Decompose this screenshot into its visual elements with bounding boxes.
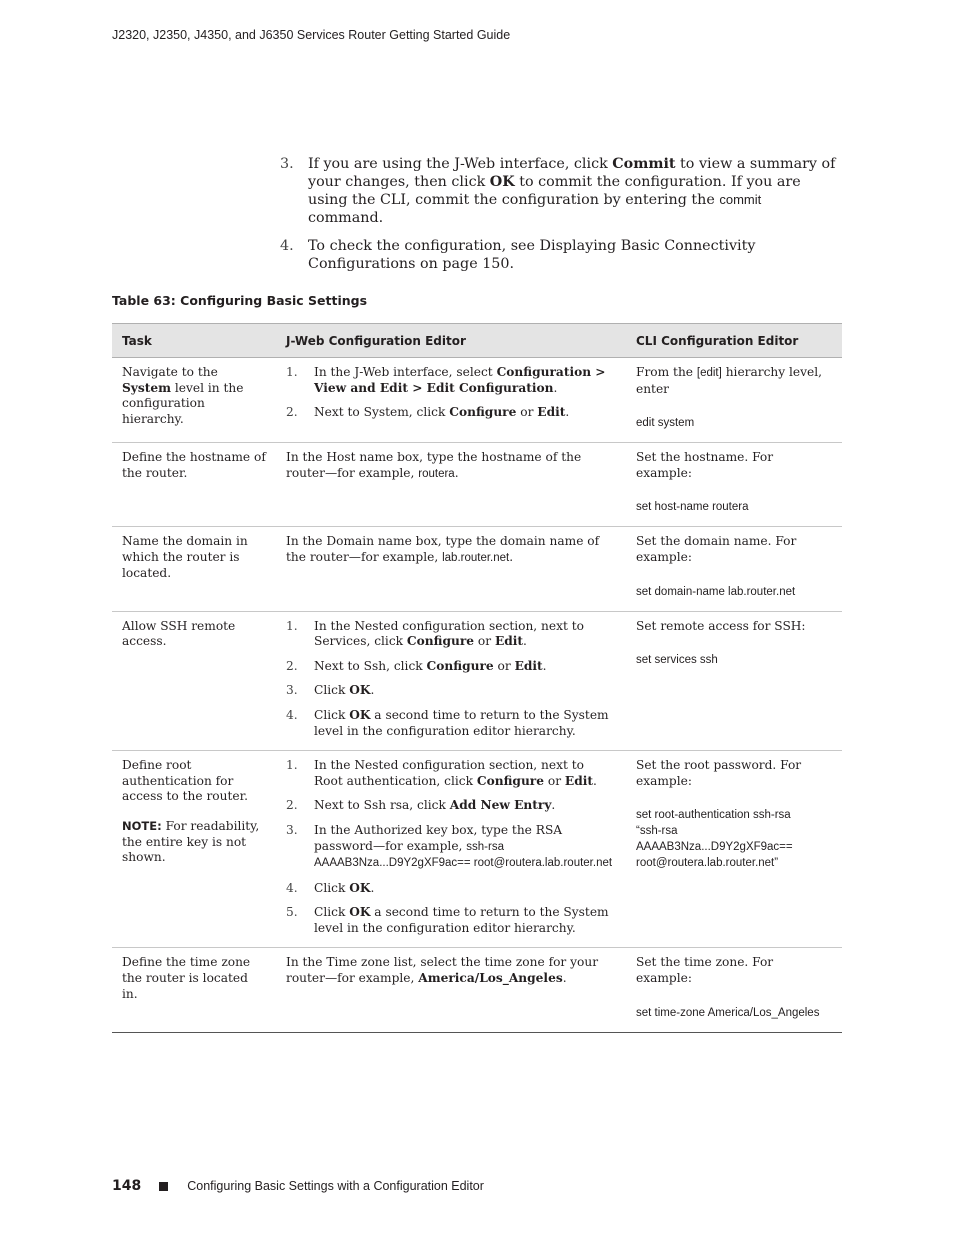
ui-term: Configuration > View and Edit > Edit Configuration (314, 365, 606, 395)
ui-term: Commit (612, 156, 676, 172)
list-number: 5. (286, 905, 298, 920)
text-run: Click (314, 683, 350, 698)
cli-command-line: set host-name routera (636, 501, 749, 514)
text-run: . (562, 971, 567, 986)
code-text: [edit] (696, 367, 722, 379)
text-run: In the Time zone list, select the time zone for your router—for example, (286, 955, 599, 986)
ui-term: OK (349, 707, 371, 722)
jweb-text (286, 450, 616, 482)
cell-cli (626, 358, 842, 443)
text-run: In the Domain name box, type the domain name of the router—for example, (286, 534, 600, 564)
cli-instruction (636, 365, 832, 397)
cli-command-line: set services ssh (636, 654, 718, 667)
cli-command (636, 415, 832, 431)
step-number: 4. (280, 238, 294, 254)
text-run: From the (636, 365, 697, 379)
list-item (286, 823, 616, 872)
text-run: In the Nested configuration section, next to Root authentication, click (314, 758, 584, 788)
task-text (122, 619, 266, 650)
ui-term: System (122, 380, 172, 395)
cli-command-line: set root-authentication ssh-rsa (636, 809, 791, 822)
text-run: If you are using the J-Web interface, click (308, 156, 613, 172)
text-run: or (516, 405, 538, 420)
cli-command-line: edit system (636, 417, 695, 430)
text-run: Allow SSH remote access. (122, 618, 236, 649)
text-run: In the Authorized key box, type the RSA password—for example, (314, 822, 563, 853)
list-text (314, 405, 616, 421)
list-item (286, 365, 616, 396)
text-run: Set the time zone. For example: (636, 955, 774, 986)
jweb-steps (286, 619, 616, 740)
list-number: 1. (286, 618, 298, 633)
cell-task (112, 948, 276, 1032)
code-text: commit (719, 192, 762, 207)
text-run: . (542, 658, 547, 673)
table-row (112, 358, 842, 443)
text-run: Click (314, 880, 350, 895)
step-3 (280, 155, 840, 227)
table-title: Table 63: Configuring Basic Settings (112, 293, 368, 308)
ui-term: OK (349, 905, 371, 920)
list-item (286, 683, 616, 699)
text-run: Next to Ssh rsa, click (314, 798, 450, 813)
ui-term: America/Los_Angeles (418, 971, 563, 986)
list-number: 1. (286, 758, 298, 773)
header-jweb: J-Web Configuration Editor (276, 324, 626, 358)
list-number: 1. (286, 365, 298, 379)
text-run: or (543, 773, 565, 788)
ui-term: OK (349, 683, 371, 698)
cli-command (636, 652, 832, 668)
table-row (112, 751, 842, 948)
ui-term: Configure (476, 773, 544, 788)
code-text: ssh-rsa AAAAB3Nza...D9Y2gXF9ac== root@routera.lab.router.net (314, 840, 613, 870)
cell-cli (626, 443, 842, 527)
text-run: . (592, 773, 597, 788)
footer-section-title: Configuring Basic Settings with a Configuration Editor (187, 1179, 484, 1193)
ui-term: Edit (514, 658, 543, 673)
note-label: NOTE: (122, 818, 162, 833)
text-run: to view a summary of your changes, then click (308, 156, 836, 190)
list-text (314, 708, 616, 739)
cli-command (636, 807, 832, 871)
step-text (308, 155, 840, 227)
cell-task (112, 527, 276, 611)
list-text (314, 659, 616, 675)
text-run: Name the domain in which the router is located. (122, 534, 248, 580)
text-run: To check the configuration, see Displaying Basic Connectivity Configurations on page 150. (308, 238, 756, 272)
list-number: 2. (286, 798, 298, 813)
text-run: . (553, 380, 558, 395)
text-run: Set the root password. For example: (636, 758, 802, 788)
text-run: or (474, 634, 495, 649)
page-number: 148 (112, 1178, 142, 1194)
ui-term: Configure (449, 405, 517, 420)
cli-command (636, 499, 832, 515)
list-number: 3. (286, 822, 298, 837)
step-text (308, 237, 840, 273)
note-text: For readability, the entire key is not shown. (122, 818, 260, 865)
list-text (314, 683, 616, 699)
text-run: Define the hostname of the router. (122, 450, 266, 480)
list-item (286, 798, 616, 814)
cli-command-line: “ssh-rsa (636, 825, 678, 838)
text-run: . (509, 549, 514, 564)
text-run: In the J-Web interface, select (314, 365, 497, 379)
code-text: lab.router.net (442, 551, 510, 564)
text-run: or (493, 658, 515, 673)
table-row (112, 948, 842, 1032)
table-header-row (112, 324, 842, 358)
basic-settings-table (112, 323, 842, 1033)
task-text (122, 534, 266, 581)
text-run: . (370, 880, 375, 895)
list-text (314, 798, 616, 814)
list-text (314, 823, 616, 872)
cell-cli (626, 948, 842, 1032)
note (122, 819, 266, 866)
header-task: Task (112, 324, 276, 358)
list-text (314, 758, 616, 789)
list-text (314, 619, 616, 650)
list-number: 4. (286, 707, 298, 722)
text-run: Next to System, click (314, 405, 450, 420)
cell-jweb (276, 611, 626, 751)
task-text (122, 450, 266, 481)
step-4 (280, 237, 840, 273)
jweb-steps (286, 365, 616, 421)
list-item (286, 659, 616, 675)
cli-instruction (636, 758, 832, 789)
ui-term: Add New Entry (449, 798, 552, 813)
cell-cli (626, 611, 842, 751)
task-text (122, 758, 266, 805)
cli-command (636, 584, 832, 600)
cli-command-line: set domain-name lab.router.net (636, 585, 796, 598)
text-run: Define root authentication for access to the router. (122, 758, 248, 804)
procedure-steps (280, 155, 840, 283)
text-run: Navigate to the (122, 365, 218, 379)
text-run: . (565, 405, 570, 420)
task-text (122, 365, 266, 427)
text-run: In the Nested configuration section, next to Services, click (314, 618, 584, 649)
ui-term: Edit (494, 634, 524, 649)
text-run: Define the time zone the router is located in. (122, 955, 251, 1001)
list-item (286, 405, 616, 421)
cell-task (112, 611, 276, 751)
text-run: level in the configuration hierarchy. (122, 380, 244, 426)
cell-jweb (276, 358, 626, 443)
text-run: a second time to return to the System level in the configuration editor hierarchy. (314, 905, 609, 935)
table-row (112, 527, 842, 611)
ui-term: Edit (564, 773, 593, 788)
list-item (286, 708, 616, 739)
list-item (286, 905, 616, 936)
running-head: J2320, J2350, J4350, and J6350 Services Router Getting Started Guide (112, 28, 511, 42)
cli-instruction (636, 619, 832, 635)
list-text (314, 881, 616, 897)
text-run: hierarchy level, enter (636, 365, 822, 396)
cell-jweb (276, 443, 626, 527)
ui-term: OK (489, 174, 515, 190)
text-run: a second time to return to the System level in the configuration editor hierarchy. (314, 707, 609, 738)
list-number: 2. (286, 405, 298, 420)
text-run: . (370, 683, 375, 698)
list-item (286, 881, 616, 897)
cli-instruction (636, 450, 832, 481)
step-number: 3. (280, 156, 294, 172)
text-run: In the Host name box, type the hostname of the router—for example, (286, 450, 582, 480)
page-footer (112, 1178, 484, 1194)
cell-jweb (276, 751, 626, 948)
cli-command-line: root@routera.lab.router.net” (636, 857, 779, 870)
cli-command (636, 1005, 832, 1021)
cli-command-line: set time-zone America/Los_Angeles (636, 1006, 820, 1019)
task-text (122, 955, 266, 1002)
cli-instruction (636, 955, 832, 986)
text-run: . (551, 798, 556, 813)
table-row (112, 611, 842, 751)
code-text: routera (418, 467, 455, 480)
cell-cli (626, 751, 842, 948)
list-number: 4. (286, 880, 298, 895)
text-run: Set remote access for SSH: (636, 618, 806, 633)
text-run: Set the hostname. For example: (636, 450, 774, 480)
text-run: command. (308, 210, 384, 226)
cell-task (112, 751, 276, 948)
cell-jweb (276, 527, 626, 611)
table-row (112, 443, 842, 527)
list-item (286, 758, 616, 789)
text-run: . (523, 634, 527, 649)
text-run: Set the domain name. For example: (636, 534, 797, 564)
text-run: Click (314, 905, 350, 920)
text-run: Click (314, 707, 350, 722)
ui-term: Configure (426, 658, 494, 673)
list-text (314, 905, 616, 936)
list-item (286, 619, 616, 650)
cell-task (112, 358, 276, 443)
cell-jweb (276, 948, 626, 1032)
square-bullet-icon (159, 1182, 168, 1191)
ui-term: Edit (537, 405, 566, 420)
list-number: 3. (286, 683, 298, 698)
cell-cli (626, 527, 842, 611)
text-run: . (454, 465, 459, 480)
ui-term: Configure (406, 634, 475, 649)
cli-command-line: AAAAB3Nza...D9Y2gXF9ac== (636, 841, 793, 854)
header-cli: CLI Configuration Editor (626, 324, 842, 358)
list-number: 2. (286, 658, 298, 673)
text-run: Next to Ssh, click (314, 658, 427, 673)
jweb-steps (286, 758, 616, 936)
list-text (314, 365, 616, 396)
cell-task (112, 443, 276, 527)
cli-instruction (636, 534, 832, 565)
jweb-text (286, 534, 616, 566)
jweb-text (286, 955, 616, 986)
ui-term: OK (349, 880, 371, 895)
text-run: to commit the configuration. If you are using the CLI, commit the configuration by entering the (308, 174, 801, 208)
